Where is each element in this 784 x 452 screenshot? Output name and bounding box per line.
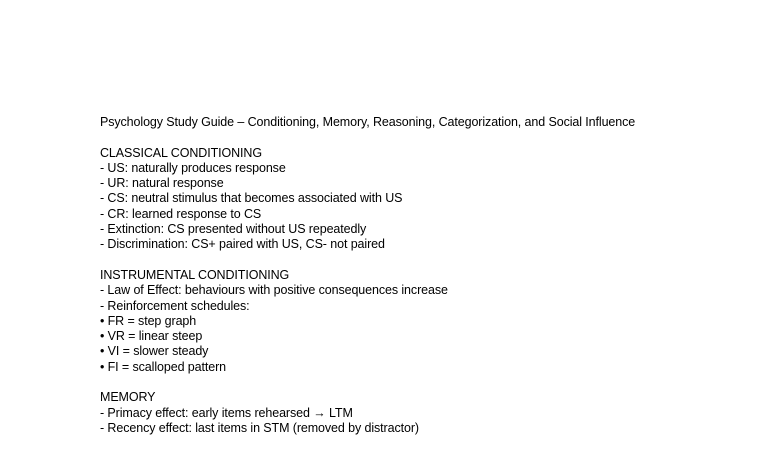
section-classical-conditioning: [100, 146, 770, 253]
list-item: - US: naturally produces response: [100, 160, 286, 175]
list-item: • FI = scalloped pattern: [100, 359, 227, 374]
section-heading: MEMORY: [100, 390, 156, 405]
section-heading: CLASSICAL CONDITIONING: [100, 145, 262, 160]
list-item: - CR: learned response to CS: [100, 206, 262, 221]
list-item: - Law of Effect: behaviours with positive consequences increase: [100, 283, 448, 298]
document-title: Psychology Study Guide – Conditioning, Memory, Reasoning, Categorization, and Social Influence: [100, 115, 636, 129]
list-item: - Recency effect: last items in STM (removed by distractor): [100, 420, 419, 435]
section-heading: INSTRUMENTAL CONDITIONING: [100, 267, 290, 282]
list-item: • VR = linear steep: [100, 329, 203, 344]
list-item: - UR: natural response: [100, 176, 224, 191]
list-item: • VI = slower steady: [100, 344, 209, 359]
list-item: - Discrimination: CS+ paired with US, CS- not paired: [100, 237, 385, 252]
list-item: - CS: neutral stimulus that becomes associated with US: [100, 191, 403, 206]
section-instrumental-conditioning: [100, 268, 770, 375]
section-memory: [100, 390, 770, 436]
study-guide-document: [100, 115, 770, 452]
list-item: - Extinction: CS presented without US repeatedly: [100, 222, 367, 237]
list-item: - Primacy effect: early items rehearsed → LTM: [100, 405, 353, 420]
list-item: • FR = step graph: [100, 313, 197, 328]
list-item: - Reinforcement schedules:: [100, 298, 250, 313]
